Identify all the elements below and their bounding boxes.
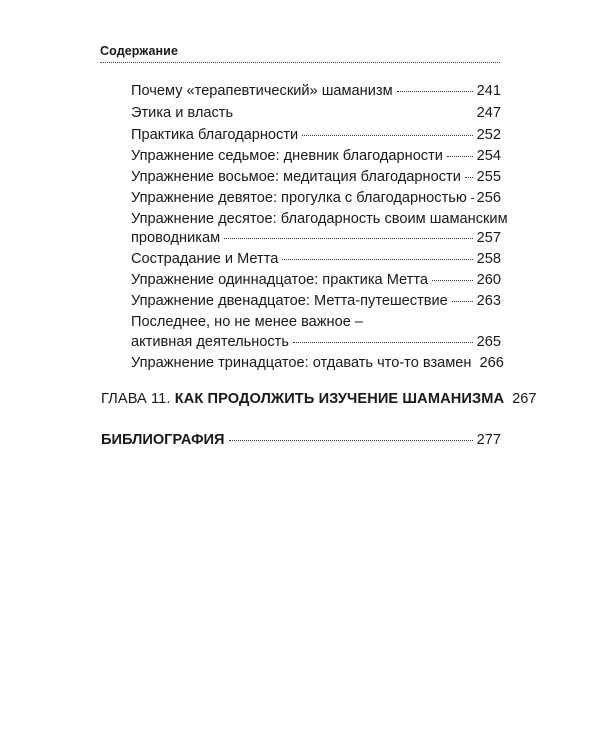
toc-entry	[131, 229, 501, 247]
toc-entry-page: 241	[476, 83, 501, 99]
toc-entry-page: 266	[479, 355, 504, 371]
toc-entry	[131, 189, 501, 207]
toc-entry-title: Упражнение восьмое: медитация благодарности	[131, 169, 461, 185]
toc-chapter-entry	[101, 390, 537, 408]
toc-entry-page: 265	[476, 334, 501, 350]
toc-entry-page: 263	[476, 293, 501, 309]
dot-leader	[282, 259, 472, 260]
dot-leader	[447, 156, 473, 157]
dot-leader	[293, 342, 473, 343]
dot-leader	[452, 301, 473, 302]
bibliography-page: 277	[476, 432, 501, 448]
dot-leader	[237, 113, 473, 114]
toc-bibliography-entry	[101, 431, 501, 449]
header-dotted-rule	[100, 62, 500, 63]
chapter-label: ГЛАВА 11.	[101, 391, 171, 407]
toc-entry-first-line	[131, 210, 508, 228]
toc-entry	[131, 168, 501, 186]
chapter-title: КАК ПРОДОЛЖИТЬ ИЗУЧЕНИЕ ШАМАНИЗМА	[174, 391, 505, 407]
toc-entry-page: 256	[476, 190, 501, 206]
toc-entry	[131, 333, 501, 351]
toc-entry-title: Почему «терапевтический» шаманизм	[131, 83, 393, 99]
toc-entry-title: Практика благодарности	[131, 127, 299, 143]
toc-entry-title: Упражнение тринадцатое: отдавать что-то взамен	[131, 355, 472, 371]
toc-entry-page: 257	[476, 230, 501, 246]
toc-entry-title: Упражнение седьмое: дневник благодарности	[131, 148, 443, 164]
toc-entry	[131, 104, 501, 122]
toc-entry-title: Этика и власть	[131, 105, 234, 121]
dot-leader	[229, 440, 473, 441]
toc-entry-title: Последнее, но не менее важное –	[131, 314, 364, 330]
toc-entry-title: Упражнение десятое: благодарность своим шаманским	[131, 211, 508, 227]
toc-entry-page: 258	[476, 251, 501, 267]
toc-entry-title: Сострадание и Метта	[131, 251, 279, 267]
toc-entry	[131, 126, 501, 144]
dot-leader	[302, 135, 472, 136]
dot-leader	[397, 91, 473, 92]
toc-entry-page: 247	[476, 105, 501, 121]
toc-entry-page: 255	[476, 169, 501, 185]
chapter-heading	[101, 390, 504, 408]
toc-entry	[131, 354, 504, 372]
toc-entry-page: 260	[476, 272, 501, 288]
toc-entry-title: Упражнение двенадцатое: Метта-путешествие	[131, 293, 448, 309]
dot-leader	[224, 238, 473, 239]
toc-entry-first-line	[131, 313, 501, 331]
dot-leader	[465, 177, 473, 178]
toc-entry-title-continued: проводникам	[131, 230, 221, 246]
toc-entry	[131, 82, 501, 100]
toc-entry-title-continued: активная деятельность	[131, 334, 289, 350]
toc-entry-page: 254	[476, 148, 501, 164]
chapter-page: 267	[512, 391, 537, 407]
toc-entry-title: Упражнение девятое: прогулка с благодарностью	[131, 190, 467, 206]
dot-leader	[432, 280, 473, 281]
toc-entry	[131, 271, 501, 289]
bibliography-title: БИБЛИОГРАФИЯ	[101, 432, 225, 448]
toc-entry	[131, 292, 501, 310]
toc-entry-title: Упражнение одиннадцатое: практика Метта	[131, 272, 428, 288]
toc-entry	[131, 147, 501, 165]
running-head: Содержание	[100, 44, 179, 58]
toc-entry-page: 252	[476, 127, 501, 143]
toc-entry	[131, 250, 501, 268]
dot-leader	[471, 198, 473, 199]
